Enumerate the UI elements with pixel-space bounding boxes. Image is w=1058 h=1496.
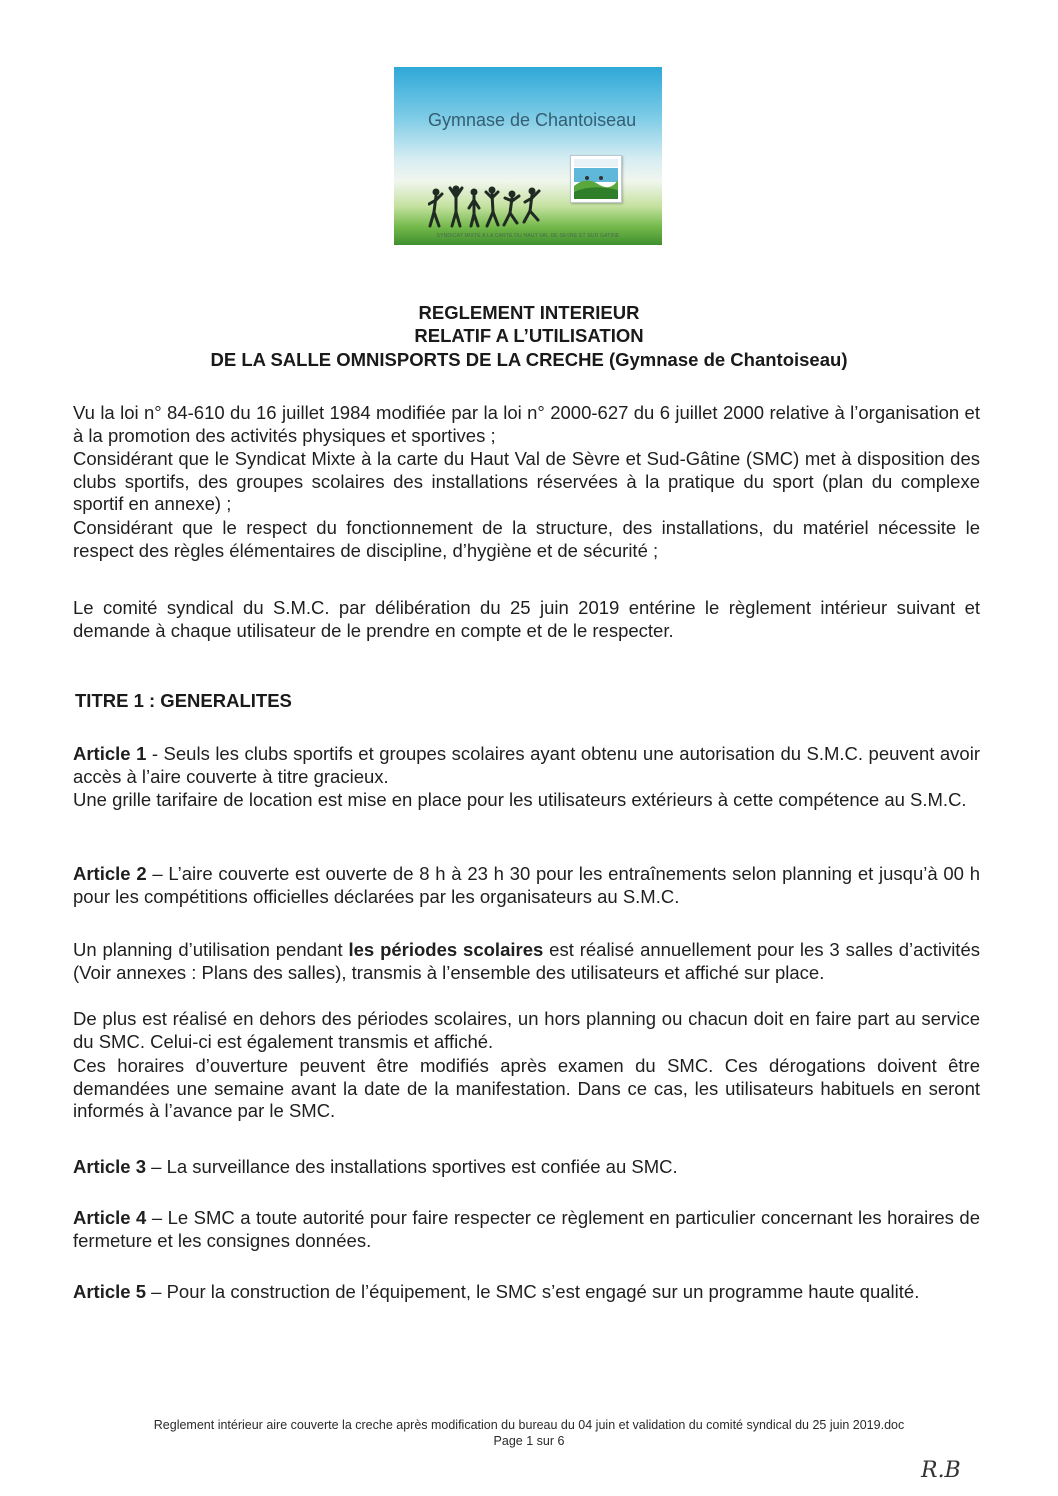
article-1-text: - Seuls les clubs sportifs et groupes scolaires ayant obtenu une autorisation du S.M.C. peuvent avoir accès à l’aire couverte à titre gracieux. (73, 743, 980, 787)
preamble-paragraph-3: Considérant que le respect du fonctionnement de la structure, des installations, du matériel nécessite le respect des règles élémentaires de discipline, d’hygiène et de sécurité ; (73, 517, 980, 561)
banner-title: Gymnase de Chantoiseau (428, 110, 637, 130)
preamble-paragraph-2: Considérant que le Syndicat Mixte à la carte du Haut Val de Sèvre et Sud-Gâtine (SMC) met à disposition des clubs sportifs, des groupes scolaires des installations réservées à la pratique du sport (plan du complexe sportif en annexe) ; (73, 448, 980, 515)
heading-line-1: REGLEMENT INTERIEUR (418, 302, 640, 323)
article-1-paragraph-2: Une grille tarifaire de location est mise en place pour les utilisateurs extérieurs à cette compétence au S.M.C. (73, 789, 967, 810)
article-1-label: Article 1 (73, 743, 147, 764)
article-4 (73, 1207, 980, 1252)
article-4-text: – Le SMC a toute autorité pour faire respecter ce règlement en particulier concernant les horaires de fermeture et les consignes données. (73, 1207, 980, 1251)
article-2-paragraph-4: Ces horaires d’ouverture peuvent être modifiés après examen du SMC. Ces dérogations doivent être demandées une semaine avant la date de la manifestation. Dans ce cas, les utilisateurs habituels en seront informés à l’avance par le SMC. (73, 1055, 980, 1122)
article-2-paragraph-2 (73, 939, 980, 984)
article-2-p2-before: Un planning d’utilisation pendant (73, 939, 349, 960)
smc-logo-icon (570, 155, 622, 203)
article-2-text: – L’aire couverte est ouverte de 8 h à 23 h 30 pour les entraînements selon planning et jusqu’à 00 h pour les compétitions officielles déclarées par les organisateurs au S.M.C. (73, 863, 980, 907)
article-2 (73, 863, 980, 908)
article-1 (73, 743, 980, 788)
preamble-paragraph-4: Le comité syndical du S.M.C. par délibération du 25 juin 2019 entérine le règlement intérieur suivant et demande à chaque utilisateur de le prendre en compte et de le respecter. (73, 597, 980, 641)
silhouettes-icon (428, 182, 558, 234)
article-4-label: Article 4 (73, 1207, 147, 1228)
article-3-label: Article 3 (73, 1156, 147, 1177)
article-3 (73, 1156, 980, 1179)
article-5-text: – Pour la construction de l’équipement, le SMC s’est engagé sur un programme haute qualité. (146, 1281, 920, 1302)
footer-page-number: Page 1 sur 6 (493, 1434, 565, 1448)
heading-line-3: DE LA SALLE OMNISPORTS DE LA CRECHE (Gymnase de Chantoiseau) (210, 349, 848, 370)
handwritten-initials: R.B (921, 1458, 961, 1483)
article-3-text: – La surveillance des installations sportives est confiée au SMC. (146, 1156, 678, 1177)
article-5 (73, 1281, 980, 1304)
article-2-p2-bold: les périodes scolaires (348, 939, 544, 960)
article-2-p2-after: est réalisé annuellement pour les 3 salles d’activités (Voir annexes : Plans des salles), transmis à l’ensemble des utilisateurs et affiché sur place. (73, 939, 980, 983)
article-5-label: Article 5 (73, 1281, 147, 1302)
footer-filename: Reglement intérieur aire couverte la creche après modification du bureau du 04 juin et validation du comité syndical du 25 juin 2019.doc (153, 1418, 905, 1432)
section-title: TITRE 1 : GENERALITES (75, 690, 292, 711)
article-2-label: Article 2 (73, 863, 147, 884)
article-2-paragraph-3: De plus est réalisé en dehors des périodes scolaires, un hors planning ou chacun doit en faire part au service du SMC. Celui-ci est également transmis et affiché. (73, 1008, 980, 1052)
banner-caption: SYNDICAT MIXTE A LA CARTE DU HAUT VAL DE SEVRE ET SUD GATINE (436, 233, 620, 239)
preamble-paragraph-1: Vu la loi n° 84-610 du 16 juillet 1984 modifiée par la loi n° 2000-627 du 6 juillet 2000 relative à l’organisation et à la promotion des activités physiques et sportives ; (73, 402, 980, 446)
gymnase-banner (394, 67, 662, 245)
heading-line-2: RELATIF A L’UTILISATION (414, 325, 644, 346)
